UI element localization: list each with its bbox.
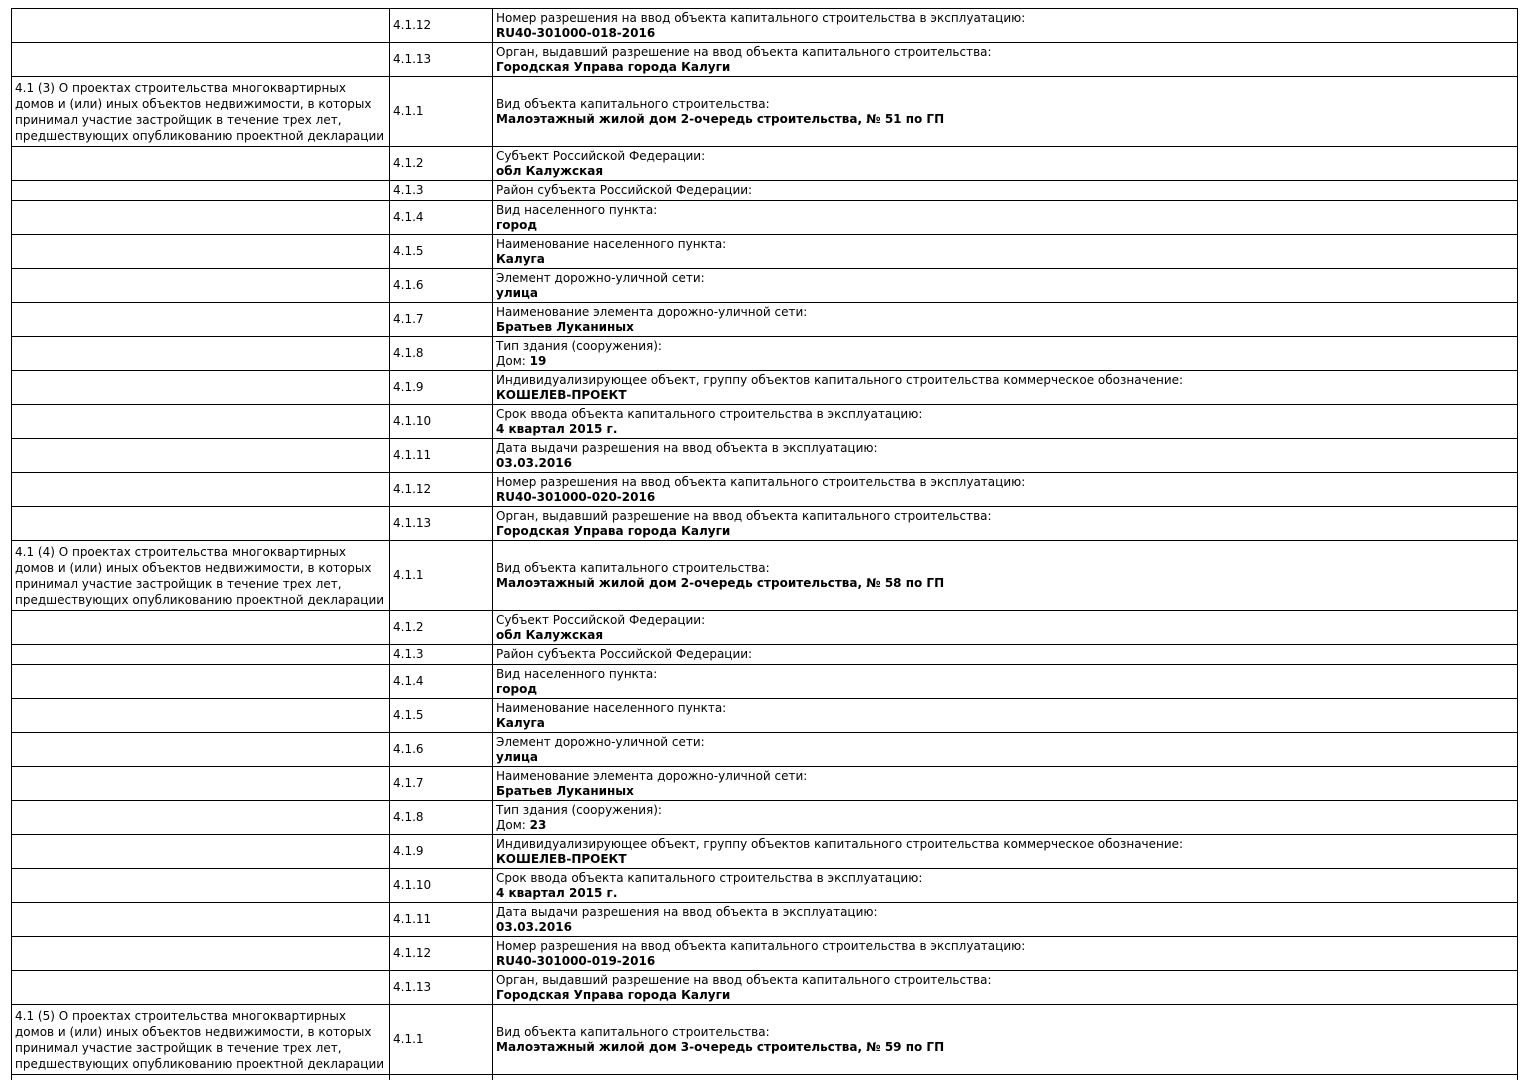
row-number-cell — [390, 269, 493, 303]
field-cell — [493, 181, 1518, 201]
field-cell — [493, 9, 1518, 43]
row-number: 4.1.8 — [393, 810, 424, 824]
field-label: Субъект Российской Федерации: — [496, 612, 706, 627]
field-value-line — [496, 60, 1514, 75]
field-cell — [493, 665, 1518, 699]
table-row — [12, 611, 1518, 645]
field-value-line — [496, 852, 1514, 867]
row-number-cell — [390, 835, 493, 869]
field-value-line — [496, 920, 1514, 935]
field-label: Вид населенного пункта: — [496, 666, 658, 681]
row-number: 4.1.4 — [393, 674, 424, 688]
row-number: 4.1.7 — [393, 776, 424, 790]
row-number: 4.1.5 — [393, 244, 424, 258]
section-title-cell — [12, 201, 390, 235]
field-label: Тип здания (сооружения): — [496, 338, 662, 353]
field-value: улица — [496, 749, 539, 764]
declaration-table-body — [12, 9, 1518, 1080]
row-number: 4.1.5 — [393, 708, 424, 722]
section-title-cell — [12, 507, 390, 541]
row-number-cell — [390, 337, 493, 371]
row-number-cell — [390, 801, 493, 835]
row-number-cell — [390, 611, 493, 645]
table-row — [12, 665, 1518, 699]
field-value-line — [496, 524, 1514, 539]
section-title-cell — [12, 665, 390, 699]
field-value: 03.03.2016 — [496, 919, 572, 934]
row-number: 4.1.11 — [393, 912, 432, 926]
field-value: Калуга — [496, 715, 545, 730]
field-label: Индивидуализирующее объект, группу объектов капитального строительства коммерческое обозначение: — [496, 836, 1184, 851]
field-value-line — [496, 388, 1514, 403]
field-label: Субъект Российской Федерации: — [496, 148, 706, 163]
row-number: 4.1.9 — [393, 380, 424, 394]
section-title-cell — [12, 473, 390, 507]
section-title: 4.1 (5) О проектах строительства многоквартирных домов и (или) иных объектов недвижимости, в которых принимал участие застройщик в течение трех лет, предшествующих опубликованию проектной декларации — [15, 1008, 385, 1071]
table-row — [12, 699, 1518, 733]
section-title-cell — [12, 645, 390, 665]
section-title-cell — [12, 181, 390, 201]
table-row — [12, 147, 1518, 181]
field-label: Индивидуализирующее объект, группу объектов капитального строительства коммерческое обозначение: — [496, 372, 1184, 387]
field-value-line — [496, 286, 1514, 301]
row-number: 4.1.3 — [393, 183, 424, 197]
field-cell — [493, 801, 1518, 835]
row-number-cell — [390, 439, 493, 473]
field-cell — [493, 1075, 1518, 1080]
section-title-cell — [12, 9, 390, 43]
section-title-cell — [12, 405, 390, 439]
field-value: Малоэтажный жилой дом 3-очередь строительства, № 59 по ГП — [496, 1039, 945, 1054]
field-label: Район субъекта Российской Федерации: — [496, 183, 753, 197]
field-value-line — [496, 682, 1514, 697]
table-row — [12, 9, 1518, 43]
field-cell — [493, 971, 1518, 1005]
field-value: Городская Управа города Калуги — [496, 59, 731, 74]
row-number-cell — [390, 303, 493, 337]
table-row — [12, 835, 1518, 869]
section-title-cell — [12, 77, 390, 147]
table-row — [12, 507, 1518, 541]
row-number-cell — [390, 699, 493, 733]
table-row — [12, 405, 1518, 439]
table-row — [12, 303, 1518, 337]
row-number-cell — [390, 43, 493, 77]
table-row — [12, 767, 1518, 801]
section-title-cell — [12, 835, 390, 869]
row-number-cell — [390, 869, 493, 903]
field-cell — [493, 473, 1518, 507]
section-title-cell — [12, 1005, 390, 1075]
table-row — [12, 971, 1518, 1005]
row-number: 4.1.13 — [393, 980, 432, 994]
field-cell — [493, 235, 1518, 269]
field-cell — [493, 269, 1518, 303]
section-title-cell — [12, 937, 390, 971]
row-number: 4.1.1 — [393, 568, 424, 582]
field-value: RU40-301000-020-2016 — [496, 489, 656, 504]
row-number: 4.1.2 — [393, 620, 424, 634]
row-number: 4.1.13 — [393, 52, 432, 66]
row-number-cell — [390, 9, 493, 43]
field-value: 03.03.2016 — [496, 455, 572, 470]
row-number-cell — [390, 147, 493, 181]
section-title-cell — [12, 235, 390, 269]
field-value: обл Калужская — [496, 163, 604, 178]
table-row — [12, 903, 1518, 937]
section-title-cell — [12, 439, 390, 473]
section-title-cell — [12, 801, 390, 835]
section-title: 4.1 (4) О проектах строительства многоквартирных домов и (или) иных объектов недвижимости, в которых принимал участие застройщик в течение трех лет, предшествующих опубликованию проектной декларации — [15, 544, 385, 607]
field-cell — [493, 43, 1518, 77]
field-value-line — [496, 750, 1514, 765]
table-row — [12, 77, 1518, 147]
field-value: Калуга — [496, 251, 545, 266]
section-title-cell — [12, 147, 390, 181]
field-value: RU40-301000-019-2016 — [496, 953, 656, 968]
field-value: Малоэтажный жилой дом 2-очередь строительства, № 51 по ГП — [496, 111, 945, 126]
table-row — [12, 43, 1518, 77]
field-value: КОШЕЛЕВ-ПРОЕКТ — [496, 387, 627, 402]
field-cell — [493, 611, 1518, 645]
section-title-cell — [12, 869, 390, 903]
field-label: Наименование элемента дорожно-уличной сети: — [496, 768, 808, 783]
section-title-cell — [12, 371, 390, 405]
section-title-cell — [12, 541, 390, 611]
row-number-cell — [390, 181, 493, 201]
field-value-prefix: Дом: — [496, 817, 530, 832]
field-label: Номер разрешения на ввод объекта капитального строительства в эксплуатацию: — [496, 474, 1026, 489]
field-label: Элемент дорожно-уличной сети: — [496, 734, 705, 749]
field-cell — [493, 733, 1518, 767]
field-label: Наименование элемента дорожно-уличной сети: — [496, 304, 808, 319]
field-label: Наименование населенного пункта: — [496, 700, 727, 715]
row-number-cell — [390, 405, 493, 439]
row-number: 4.1.12 — [393, 482, 432, 496]
table-row — [12, 473, 1518, 507]
field-value: обл Калужская — [496, 627, 604, 642]
field-label: Номер разрешения на ввод объекта капитального строительства в эксплуатацию: — [496, 10, 1026, 25]
field-label: Срок ввода объекта капитального строительства в эксплуатацию: — [496, 406, 923, 421]
field-value-line — [496, 818, 1514, 833]
field-value-line — [496, 628, 1514, 643]
field-value: RU40-301000-018-2016 — [496, 25, 656, 40]
field-value: Братьев Луканиных — [496, 783, 634, 798]
row-number-cell — [390, 507, 493, 541]
row-number-cell — [390, 665, 493, 699]
row-number-cell — [390, 201, 493, 235]
field-cell — [493, 903, 1518, 937]
field-cell — [493, 147, 1518, 181]
table-row — [12, 181, 1518, 201]
table-row — [12, 937, 1518, 971]
field-cell — [493, 337, 1518, 371]
section-title-cell — [12, 611, 390, 645]
field-cell — [493, 507, 1518, 541]
field-label: Срок ввода объекта капитального строительства в эксплуатацию: — [496, 870, 923, 885]
table-row — [12, 733, 1518, 767]
field-value-line — [496, 354, 1514, 369]
field-value-line — [496, 320, 1514, 335]
field-value: улица — [496, 285, 539, 300]
section-title-cell — [12, 1075, 390, 1080]
field-cell — [493, 303, 1518, 337]
field-cell — [493, 645, 1518, 665]
row-number-cell — [390, 767, 493, 801]
field-label: Район субъекта Российской Федерации: — [496, 647, 753, 661]
field-value-line — [496, 422, 1514, 437]
row-number-cell — [390, 1075, 493, 1080]
row-number: 4.1.3 — [393, 647, 424, 661]
table-row — [12, 1075, 1518, 1080]
field-value: 23 — [529, 817, 547, 832]
field-label: Номер разрешения на ввод объекта капитального строительства в эксплуатацию: — [496, 938, 1026, 953]
field-label: Вид населенного пункта: — [496, 202, 658, 217]
field-value-line — [496, 988, 1514, 1003]
row-number: 4.1.10 — [393, 878, 432, 892]
field-label: Вид объекта капитального строительства: — [496, 1024, 770, 1039]
field-value: Городская Управа города Калуги — [496, 523, 731, 538]
table-row — [12, 1005, 1518, 1075]
row-number: 4.1.1 — [393, 1032, 424, 1046]
field-label: Вид объекта капитального строительства: — [496, 560, 770, 575]
section-title-cell — [12, 971, 390, 1005]
section-title-cell — [12, 903, 390, 937]
table-row — [12, 645, 1518, 665]
field-value-line — [496, 1040, 1514, 1055]
table-row — [12, 869, 1518, 903]
field-label: Тип здания (сооружения): — [496, 802, 662, 817]
row-number-cell — [390, 1005, 493, 1075]
section-title-cell — [12, 767, 390, 801]
field-value-line — [496, 576, 1514, 591]
field-cell — [493, 937, 1518, 971]
field-cell — [493, 541, 1518, 611]
row-number-cell — [390, 937, 493, 971]
field-value-line — [496, 886, 1514, 901]
field-value-line — [496, 716, 1514, 731]
row-number-cell — [390, 645, 493, 665]
declaration-table — [11, 8, 1518, 1080]
field-label: Вид объекта капитального строительства: — [496, 96, 770, 111]
field-value-line — [496, 252, 1514, 267]
field-value: КОШЕЛЕВ-ПРОЕКТ — [496, 851, 627, 866]
row-number: 4.1.11 — [393, 448, 432, 462]
field-cell — [493, 1005, 1518, 1075]
field-value-line — [496, 456, 1514, 471]
field-value: город — [496, 681, 538, 696]
section-title-cell — [12, 733, 390, 767]
field-value-line — [496, 218, 1514, 233]
field-value: Городская Управа города Калуги — [496, 987, 731, 1002]
table-row — [12, 201, 1518, 235]
field-value-line — [496, 112, 1514, 127]
row-number-cell — [390, 541, 493, 611]
field-label: Дата выдачи разрешения на ввод объекта в эксплуатацию: — [496, 440, 878, 455]
field-label: Орган, выдавший разрешение на ввод объекта капитального строительства: — [496, 508, 992, 523]
field-value: город — [496, 217, 538, 232]
field-value-line — [496, 164, 1514, 179]
row-number: 4.1.2 — [393, 156, 424, 170]
row-number-cell — [390, 971, 493, 1005]
row-number: 4.1.13 — [393, 516, 432, 530]
field-cell — [493, 371, 1518, 405]
table-row — [12, 371, 1518, 405]
field-label: Орган, выдавший разрешение на ввод объекта капитального строительства: — [496, 972, 992, 987]
row-number-cell — [390, 77, 493, 147]
table-row — [12, 801, 1518, 835]
field-cell — [493, 869, 1518, 903]
row-number-cell — [390, 371, 493, 405]
field-value: 4 квартал 2015 г. — [496, 885, 618, 900]
field-cell — [493, 201, 1518, 235]
row-number: 4.1.1 — [393, 104, 424, 118]
row-number-cell — [390, 473, 493, 507]
section-title-cell — [12, 43, 390, 77]
field-cell — [493, 699, 1518, 733]
row-number: 4.1.4 — [393, 210, 424, 224]
row-number: 4.1.12 — [393, 18, 432, 32]
section-title-cell — [12, 337, 390, 371]
field-value: Братьев Луканиных — [496, 319, 634, 334]
field-value-line — [496, 490, 1514, 505]
row-number-cell — [390, 903, 493, 937]
section-title-cell — [12, 699, 390, 733]
field-value-line — [496, 784, 1514, 799]
table-row — [12, 541, 1518, 611]
field-label: Дата выдачи разрешения на ввод объекта в эксплуатацию: — [496, 904, 878, 919]
field-value-line — [496, 26, 1514, 41]
row-number-cell — [390, 733, 493, 767]
field-label: Орган, выдавший разрешение на ввод объекта капитального строительства: — [496, 44, 992, 59]
table-row — [12, 235, 1518, 269]
field-value: 19 — [529, 353, 547, 368]
section-title-cell — [12, 303, 390, 337]
field-value-line — [496, 954, 1514, 969]
table-row — [12, 269, 1518, 303]
row-number: 4.1.7 — [393, 312, 424, 326]
row-number: 4.1.10 — [393, 414, 432, 428]
section-title-cell — [12, 269, 390, 303]
row-number-cell — [390, 235, 493, 269]
field-label: Элемент дорожно-уличной сети: — [496, 270, 705, 285]
table-row — [12, 439, 1518, 473]
field-value-prefix: Дом: — [496, 353, 530, 368]
field-value: 4 квартал 2015 г. — [496, 421, 618, 436]
field-cell — [493, 767, 1518, 801]
section-title: 4.1 (3) О проектах строительства многоквартирных домов и (или) иных объектов недвижимости, в которых принимал участие застройщик в течение трех лет, предшествующих опубликованию проектной декларации — [15, 80, 385, 143]
field-label: Наименование населенного пункта: — [496, 236, 727, 251]
row-number: 4.1.6 — [393, 278, 424, 292]
field-value: Малоэтажный жилой дом 2-очередь строительства, № 58 по ГП — [496, 575, 945, 590]
field-cell — [493, 439, 1518, 473]
table-row — [12, 337, 1518, 371]
row-number: 4.1.6 — [393, 742, 424, 756]
field-cell — [493, 835, 1518, 869]
field-cell — [493, 405, 1518, 439]
row-number: 4.1.12 — [393, 946, 432, 960]
field-cell — [493, 77, 1518, 147]
row-number: 4.1.9 — [393, 844, 424, 858]
row-number: 4.1.8 — [393, 346, 424, 360]
